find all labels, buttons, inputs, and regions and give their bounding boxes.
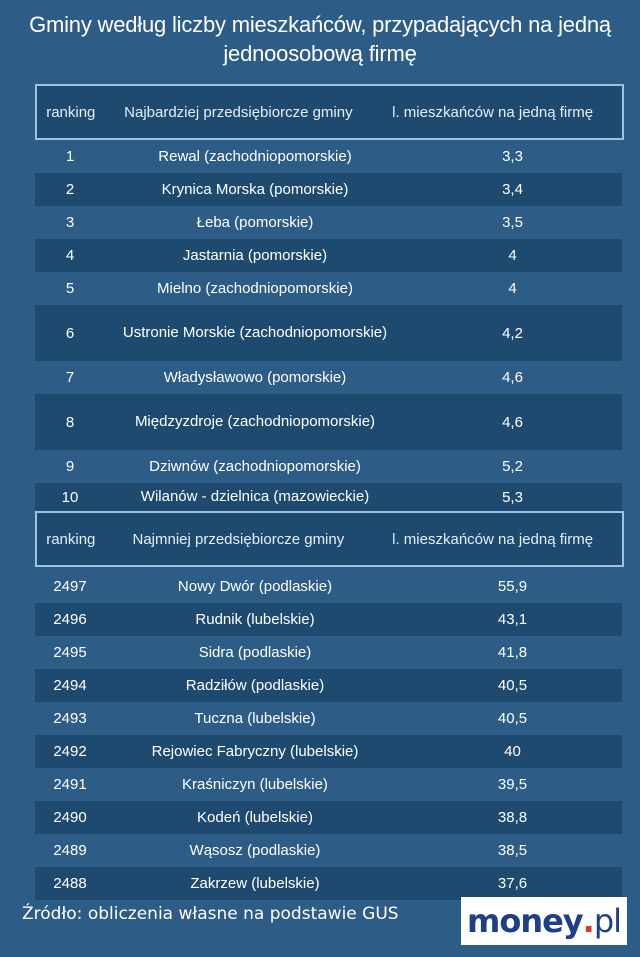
name-cell: Radziłów (podlaskie) [185, 676, 325, 694]
table-row [35, 735, 622, 768]
value-cell: 37,6 [497, 875, 528, 892]
name-cell: Zakrzew (lubelskie) [190, 874, 320, 892]
header-rank: ranking [46, 530, 96, 548]
table-row [35, 834, 622, 867]
value-cell: 3,5 [502, 214, 523, 231]
value-cell: 40,5 [497, 677, 528, 694]
value-cell: 38,8 [497, 809, 528, 826]
name-cell: Rewal (zachodniopomorskie) [158, 147, 352, 165]
value-cell: 4,2 [502, 324, 523, 342]
table-row [35, 768, 622, 801]
value-cell: 3,3 [502, 148, 523, 165]
title-line-1: Gminy według liczby mieszkańców, przypadających na jedną [29, 12, 611, 37]
rank-cell: 6 [65, 324, 75, 342]
rank-cell: 5 [65, 280, 75, 297]
rank-cell: 2497 [53, 578, 87, 595]
value-cell: 40,5 [497, 710, 528, 727]
table-row [35, 867, 622, 900]
name-cell: Władysławowo (pomorskie) [163, 368, 347, 386]
value-cell: 41,8 [497, 644, 528, 661]
name-cell: Kraśniczyn (lubelskie) [182, 775, 328, 793]
table-row [35, 450, 622, 483]
rank-cell: 2491 [53, 776, 87, 793]
value-cell: 4,6 [502, 369, 523, 386]
header-rank: ranking [46, 103, 96, 121]
table-row [35, 361, 622, 394]
rank-cell: 2492 [53, 743, 87, 760]
name-cell: Międzyzdroje (zachodniopomorskie) [134, 413, 376, 430]
rank-cell: 2490 [53, 809, 87, 826]
money-pl-logo [461, 897, 627, 945]
rank-cell: 9 [65, 458, 75, 475]
table-row [35, 483, 622, 511]
rank-cell: 2488 [53, 875, 87, 892]
name-cell: Krynica Morska (pomorskie) [161, 180, 349, 198]
table-header [35, 84, 624, 140]
rank-cell: 7 [65, 369, 75, 386]
name-cell: Jastarnia (pomorskie) [182, 246, 328, 264]
table-header [35, 511, 624, 567]
logo-main: money [466, 902, 583, 940]
table-row [35, 669, 622, 702]
value-cell: 40 [504, 743, 521, 760]
value-cell: 4 [508, 280, 517, 297]
header-name: Najmniej przedsiębiorcze gminy [132, 530, 345, 548]
name-cell: Tuczna (lubelskie) [194, 709, 316, 727]
name-cell: Łeba (pomorskie) [196, 213, 314, 231]
rank-cell: 4 [65, 247, 75, 264]
logo-dot: . [582, 902, 594, 940]
rank-cell: 3 [65, 214, 75, 231]
name-cell: Kodeń (lubelskie) [197, 808, 313, 826]
value-cell: 4,6 [502, 413, 523, 431]
value-cell: 4 [508, 247, 517, 264]
rank-cell: 8 [65, 413, 75, 431]
name-cell: Sidra (podlaskie) [198, 643, 312, 661]
name-cell: Wąsosz (podlaskie) [189, 841, 321, 859]
value-cell: 5,3 [502, 488, 523, 506]
header-value: l. mieszkańców na jedną firmę [392, 530, 594, 548]
table-row [35, 272, 622, 305]
page-title [0, 10, 640, 68]
header-name: Najbardziej przedsiębiorcze gminy [124, 103, 353, 121]
value-cell: 5,2 [502, 458, 523, 475]
rank-cell: 2493 [53, 710, 87, 727]
table-row [35, 702, 622, 735]
source-note: Źródło: obliczenia własne na podstawie GUS [22, 904, 399, 924]
name-cell: Wilanów - dzielnica (mazowieckie) [140, 488, 370, 505]
rank-cell: 2495 [53, 644, 87, 661]
name-cell: Nowy Dwór (podlaskie) [177, 577, 333, 595]
table-row [35, 801, 622, 834]
value-cell: 38,5 [497, 842, 528, 859]
table-row [35, 239, 622, 272]
value-cell: 3,4 [502, 181, 523, 198]
rank-cell: 1 [65, 148, 75, 165]
value-cell: 43,1 [497, 611, 528, 628]
table-row [35, 636, 622, 669]
rank-cell: 2496 [53, 611, 87, 628]
header-value: l. mieszkańców na jedną firmę [392, 103, 594, 121]
name-cell: Dziwnów (zachodniopomorskie) [149, 457, 361, 475]
table-row [35, 173, 622, 206]
name-cell: Rejowiec Fabryczny (lubelskie) [151, 742, 359, 760]
rank-cell: 2494 [53, 677, 87, 694]
table-row [35, 206, 622, 239]
name-cell: Mielno (zachodniopomorskie) [157, 279, 353, 297]
rank-cell: 2 [65, 181, 75, 198]
title-line-2: jednoosobową firmę [223, 41, 417, 66]
logo-suffix: pl [593, 902, 622, 940]
name-cell: Ustronie Morskie (zachodniopomorskie) [122, 324, 388, 341]
table-row [35, 394, 622, 450]
value-cell: 39,5 [497, 776, 528, 793]
name-cell: Rudnik (lubelskie) [195, 610, 315, 628]
table-row [35, 603, 622, 636]
table-row [35, 570, 622, 603]
rank-cell: 2489 [53, 842, 87, 859]
table-row [35, 140, 622, 173]
value-cell: 55,9 [497, 578, 528, 595]
rank-cell: 10 [61, 488, 79, 506]
table-row [35, 305, 622, 361]
